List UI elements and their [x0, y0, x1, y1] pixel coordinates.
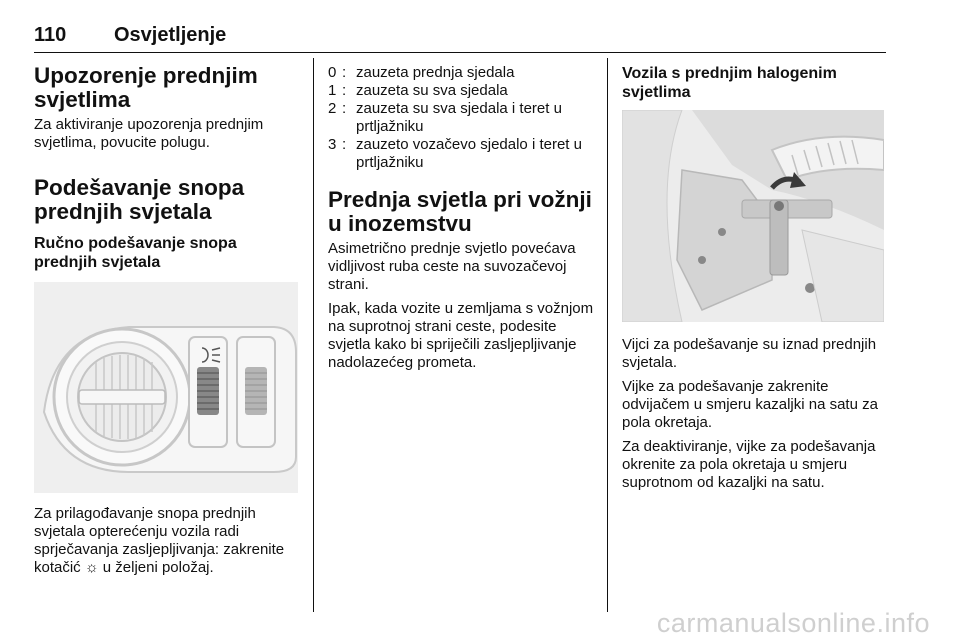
paragraph-turn-clockwise: Vijke za podešavanje zakrenite odvijačem u smjeru kazaljki na satu za pola okretaja. — [622, 378, 878, 431]
heading-manual-beam-adjust: Ručno podešavanje snopa prednjih svjetala — [34, 235, 237, 271]
list-item: 3 : zauzeto vozačevo sjedalo i teret u prtljažniku — [328, 136, 582, 171]
paragraph-beam-adjust: Za prilagođavanje snopa prednjih svjetala opterećenju vozila radi sprječavanja zasljepljivanja: zakrenite kotačić ☼ u željeni položaj. — [34, 505, 285, 576]
column-divider — [607, 58, 608, 612]
list-item: 1 : zauzeta su sva sjedala — [328, 82, 508, 99]
heading-beam-adjust: Podešavanje snopa prednjih svjetala — [34, 175, 245, 224]
heading-halogen: Vozila s prednjim halogenim svjetlima — [622, 65, 837, 101]
column-divider — [313, 58, 314, 612]
headlight-adjust-screw-illustration — [622, 110, 884, 322]
page-number: 110 — [34, 24, 67, 46]
list-item: 2 : zauzeta su sva sjedala i teret u prtljažniku — [328, 100, 562, 135]
paragraph-asymmetric: Asimetrično prednje svjetlo povećava vidljivost ruba ceste na suvozačevoj strani. — [328, 240, 576, 293]
paragraph-turn-counterclockwise: Za deaktiviranje, vijke za podešavanja okrenite za pola okretaja u smjeru suprotnom od kazaljki na satu. — [622, 438, 876, 491]
heading-headlight-flash: Upozorenje prednjim svjetlima — [34, 63, 258, 112]
section-title: Osvjetljenje — [114, 24, 227, 46]
column-right — [622, 64, 884, 498]
column-left — [34, 64, 300, 583]
load-position-list — [328, 64, 598, 172]
column-middle — [328, 64, 598, 378]
list-item: 0 : zauzeta prednja sjedala — [328, 64, 515, 81]
heading-driving-abroad: Prednja svjetla pri vožnji u inozemstvu — [328, 187, 592, 236]
page-header — [34, 22, 886, 53]
paragraph-screws-location: Vijci za podešavanje su iznad prednjih svjetala. — [622, 336, 877, 371]
light-switch-illustration — [34, 282, 298, 493]
paragraph-headlight-flash: Za aktiviranje upozorenja prednjim svjetlima, povucite polugu. — [34, 116, 264, 151]
paragraph-opposite-traffic: Ipak, kada vozite u zemljama s vožnjom na suprotnoj strani ceste, podesite svjetla kako bi spriječili zasljepljivanje nadolazećeg prometa. — [328, 300, 594, 371]
watermark: carmanualsonline.info — [656, 608, 930, 638]
